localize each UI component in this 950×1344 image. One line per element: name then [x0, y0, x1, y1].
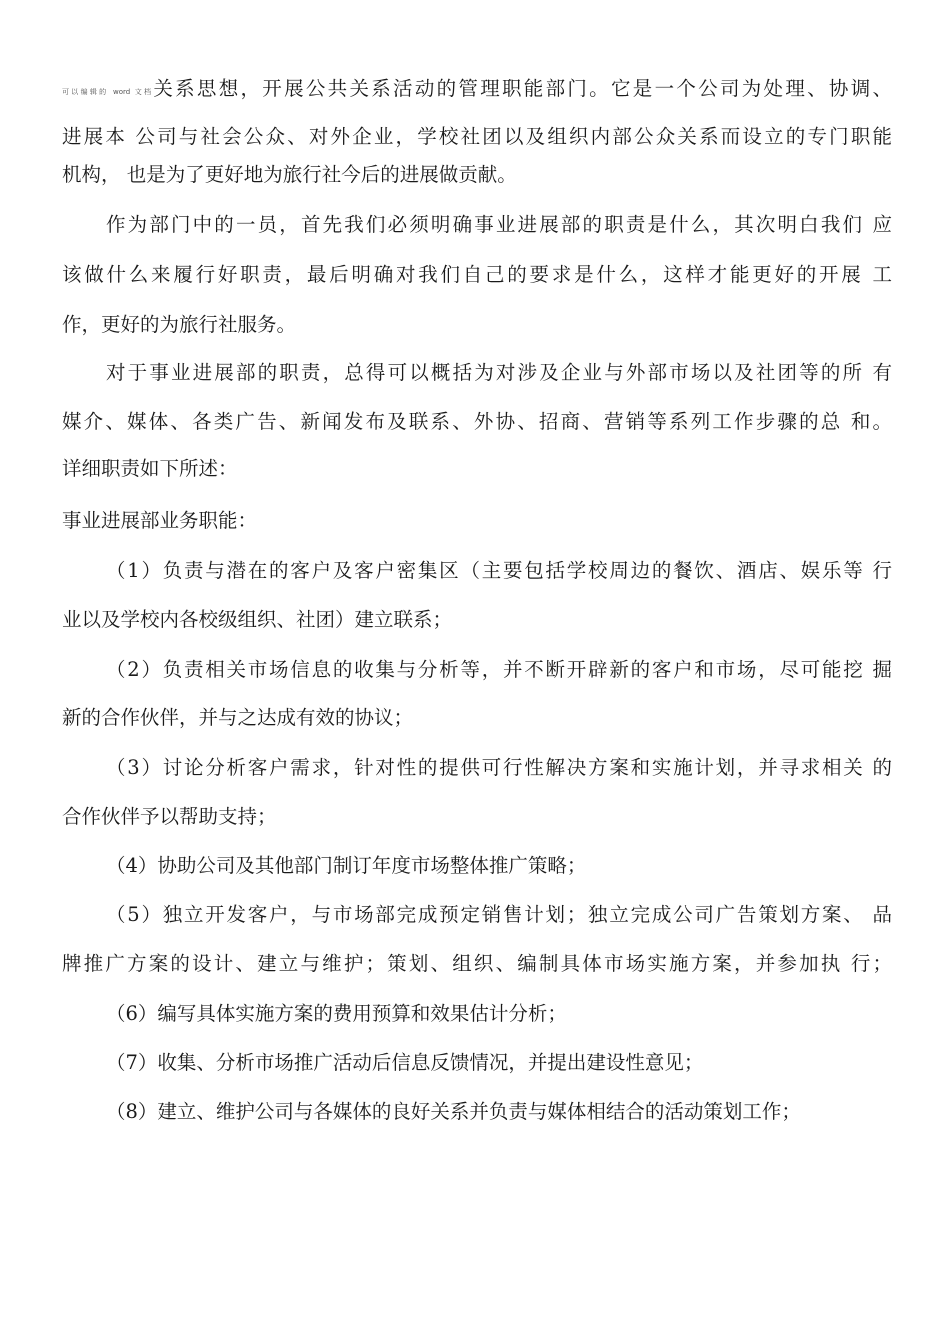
text-line: 该做什么来履行好职责，最后明确对我们自己的要求是什么，这样才能更好的开展 工: [62, 263, 892, 286]
paragraph-text: 关系思想，开展公共关系活动的管理职能部门。它是一个公司为处理、协调、: [153, 77, 892, 100]
text-line: 作为部门中的一员，首先我们必须明确事业进展部的职责是什么，其次明白我们 应: [106, 213, 892, 236]
text-line: [62, 76, 892, 105]
list-item: （2）负责相关市场信息的收集与分析等，并不断开辟新的客户和市场，尽可能挖 掘: [106, 658, 892, 681]
list-item-continuation: 牌推广方案的设计、建立与维护；策划、组织、编制具体市场实施方案，并参加执 行；: [62, 952, 892, 975]
list-item-continuation: 业以及学校内各校级组织、社团）建立联系；: [62, 608, 453, 631]
text-line: 对于事业进展部的职责，总得可以概括为对涉及企业与外部市场以及社团等的所 有: [106, 361, 892, 384]
list-item: （6）编写具体实施方案的费用预算和效果估计分析；: [106, 1002, 567, 1025]
section-heading: 事业进展部业务职能：: [62, 509, 258, 532]
text-line: 进展本 公司与社会公众、对外企业，学校社团以及组织内部公众关系而设立的专门职能: [62, 125, 892, 148]
list-item: （1）负责与潜在的客户及客户密集区（主要包括学校周边的餐饮、酒店、娱乐等 行: [106, 559, 892, 582]
list-item-continuation: 新的合作伙伴，并与之达成有效的协议；: [62, 706, 414, 729]
watermark-text: 可以编辑的 word 文档: [62, 88, 154, 96]
list-item: （3）讨论分析客户需求，针对性的提供可行性解决方案和实施计划，并寻求相关 的: [106, 756, 892, 779]
list-item: （7）收集、分析市场推广活动后信息反馈情况，并提出建设性意见；: [106, 1051, 704, 1074]
text-line: 媒介、媒体、各类广告、新闻发布及联系、外协、招商、营销等系列工作步骤的总 和。: [62, 410, 892, 433]
list-item: （5）独立开发客户，与市场部完成预定销售计划；独立完成公司广告策划方案、 品: [106, 903, 892, 926]
text-line: 机构， 也是为了更好地为旅行社今后的进展做贡献。: [62, 163, 517, 186]
list-item: （4）协助公司及其他部门制订年度市场整体推广策略；: [106, 854, 587, 877]
list-item: （8）建立、维护公司与各媒体的良好关系并负责与媒体相结合的活动策划工作；: [106, 1100, 801, 1123]
list-item-continuation: 合作伙伴予以帮助支持；: [62, 805, 277, 828]
text-line: 详细职责如下所述：: [62, 457, 238, 480]
text-line: 作，更好的为旅行社服务。: [62, 313, 297, 336]
